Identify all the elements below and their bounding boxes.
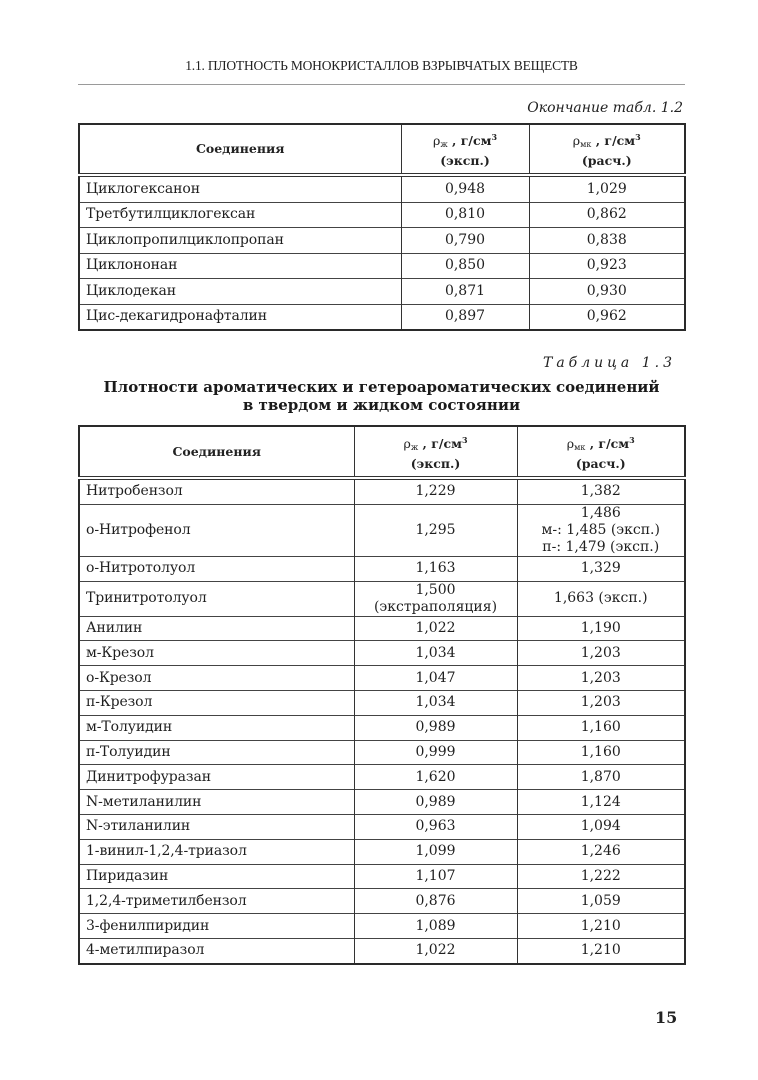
calc-density: 1,203 — [517, 690, 685, 715]
compound-name: Нитробензол — [79, 478, 354, 504]
table-row — [79, 864, 685, 889]
table-row — [79, 504, 685, 556]
calc-density: 1,870 — [517, 765, 685, 790]
table-row — [79, 581, 685, 616]
column-header-calc-density: ρмк , $г/см^3$ (расч.) — [529, 124, 685, 175]
compound-name: Циклопропилциклопропан — [79, 228, 401, 254]
exp-density: 1,107 — [354, 864, 517, 889]
compound-name: Циклогексанон — [79, 175, 401, 202]
table-row — [79, 740, 685, 765]
exp-density: 1,089 — [354, 914, 517, 939]
table-row — [79, 304, 685, 330]
calc-density: 1,160 — [517, 715, 685, 740]
calc-density: 1,663 (эксп.) — [517, 581, 685, 616]
exp-density: 0,989 — [354, 790, 517, 815]
column-header-compound: Соединения — [79, 426, 354, 478]
compound-name: Пиридазин — [79, 864, 354, 889]
table-1-3 — [78, 425, 686, 965]
table-1-2 — [78, 123, 686, 331]
table-row — [79, 478, 685, 504]
running-head: 1.1. ПЛОТНОСТЬ МОНОКРИСТАЛЛОВ ВЗРЫВЧАТЫХ ВЕЩЕСТВ — [185, 58, 578, 73]
exp-density: 0,897 — [401, 304, 529, 330]
table-row — [79, 715, 685, 740]
compound-name: о-Крезол — [79, 666, 354, 691]
exp-density: 1,163 — [354, 556, 517, 581]
exp-density: 0,999 — [354, 740, 517, 765]
compound-name: 1,2,4-триметилбензол — [79, 889, 354, 914]
exp-density: 0,963 — [354, 814, 517, 839]
exp-density: 1,500 (экстраполяция) — [354, 581, 517, 616]
table-row — [79, 279, 685, 305]
table-row — [79, 839, 685, 864]
column-header-exp-density: ρж , $г/см^3$ (эксп.) — [401, 124, 529, 175]
exp-density: 1,034 — [354, 690, 517, 715]
column-header-exp-density: ρж , $г/см^3$ (эксп.) — [354, 426, 517, 478]
header-rule — [78, 84, 685, 85]
calc-density: 0,838 — [529, 228, 685, 254]
compound-name: 3-фенилпиридин — [79, 914, 354, 939]
calc-density: 0,930 — [529, 279, 685, 305]
calc-density: 1,210 — [517, 914, 685, 939]
table-header-row — [79, 426, 685, 478]
exp-density: 1,022 — [354, 938, 517, 963]
calc-density: 1,203 — [517, 666, 685, 691]
calc-density: 1,029 — [529, 175, 685, 202]
table-row — [79, 790, 685, 815]
table-row — [79, 641, 685, 666]
compound-name: Тринитротолуол — [79, 581, 354, 616]
exp-density: 1,034 — [354, 641, 517, 666]
table-row — [79, 938, 685, 963]
calc-density: 0,962 — [529, 304, 685, 330]
compound-name: Циклононан — [79, 253, 401, 279]
table-row — [79, 556, 685, 581]
table-row — [79, 914, 685, 939]
compound-name: м-Крезол — [79, 641, 354, 666]
table-row — [79, 765, 685, 790]
table-row — [79, 690, 685, 715]
exp-density: 0,989 — [354, 715, 517, 740]
table-row — [79, 253, 685, 279]
exp-density: 0,871 — [401, 279, 529, 305]
compound-name: п-Толуидин — [79, 740, 354, 765]
table-row — [79, 202, 685, 228]
compound-name: 1-винил-1,2,4-триазол — [79, 839, 354, 864]
exp-density: 1,229 — [354, 478, 517, 504]
table-row — [79, 814, 685, 839]
compound-name: Анилин — [79, 616, 354, 641]
exp-density: 0,876 — [354, 889, 517, 914]
calc-density: 1,124 — [517, 790, 685, 815]
calc-density: 1,160 — [517, 740, 685, 765]
table-row — [79, 666, 685, 691]
table-title-line-2: в твердом и жидком состоянии — [242, 396, 521, 414]
compound-name: м-Толуидин — [79, 715, 354, 740]
exp-density: 1,620 — [354, 765, 517, 790]
table-1-3-label: Таблица 1.3 — [543, 355, 676, 371]
exp-density: 1,295 — [354, 504, 517, 556]
calc-density: 0,862 — [529, 202, 685, 228]
calc-density: 1,190 — [517, 616, 685, 641]
exp-density: 0,850 — [401, 253, 529, 279]
table-row — [79, 175, 685, 202]
calc-density: 1,246 — [517, 839, 685, 864]
compound-name: N-этиланилин — [79, 814, 354, 839]
exp-density: 1,099 — [354, 839, 517, 864]
compound-name: Цис-декагидронафталин — [79, 304, 401, 330]
calc-density: 1,329 — [517, 556, 685, 581]
calc-density: 1,486 м-: 1,485 (эксп.) п-: 1,479 (эксп.) — [517, 504, 685, 556]
table-header-row — [79, 124, 685, 175]
compound-name: Третбутилциклогексан — [79, 202, 401, 228]
calc-density: 1,059 — [517, 889, 685, 914]
exp-density: 0,790 — [401, 228, 529, 254]
column-header-compound: Соединения — [79, 124, 401, 175]
column-header-calc-density: ρмк , $г/см^3$ (расч.) — [517, 426, 685, 478]
compound-name: Динитрофуразан — [79, 765, 354, 790]
table-title-line-1: Плотности ароматических и гетероароматических соединений — [103, 378, 660, 396]
table-row — [79, 228, 685, 254]
table-1-3-title — [78, 378, 685, 414]
compound-name: N-метиланилин — [79, 790, 354, 815]
exp-density: 1,047 — [354, 666, 517, 691]
compound-name: п-Крезол — [79, 690, 354, 715]
calc-density: 1,203 — [517, 641, 685, 666]
table-1-2-continuation-caption: Окончание табл. 1.2 — [527, 100, 683, 116]
calc-density: 1,222 — [517, 864, 685, 889]
table-row — [79, 889, 685, 914]
calc-density: 1,210 — [517, 938, 685, 963]
compound-name: Циклодекан — [79, 279, 401, 305]
exp-density: 0,810 — [401, 202, 529, 228]
compound-name: о-Нитрофенол — [79, 504, 354, 556]
calc-density: 1,094 — [517, 814, 685, 839]
calc-density: 0,923 — [529, 253, 685, 279]
page-number: 15 — [655, 1008, 678, 1027]
exp-density: 0,948 — [401, 175, 529, 202]
table-row — [79, 616, 685, 641]
compound-name: 4-метилпиразол — [79, 938, 354, 963]
calc-density: 1,382 — [517, 478, 685, 504]
compound-name: о-Нитротолуол — [79, 556, 354, 581]
exp-density: 1,022 — [354, 616, 517, 641]
